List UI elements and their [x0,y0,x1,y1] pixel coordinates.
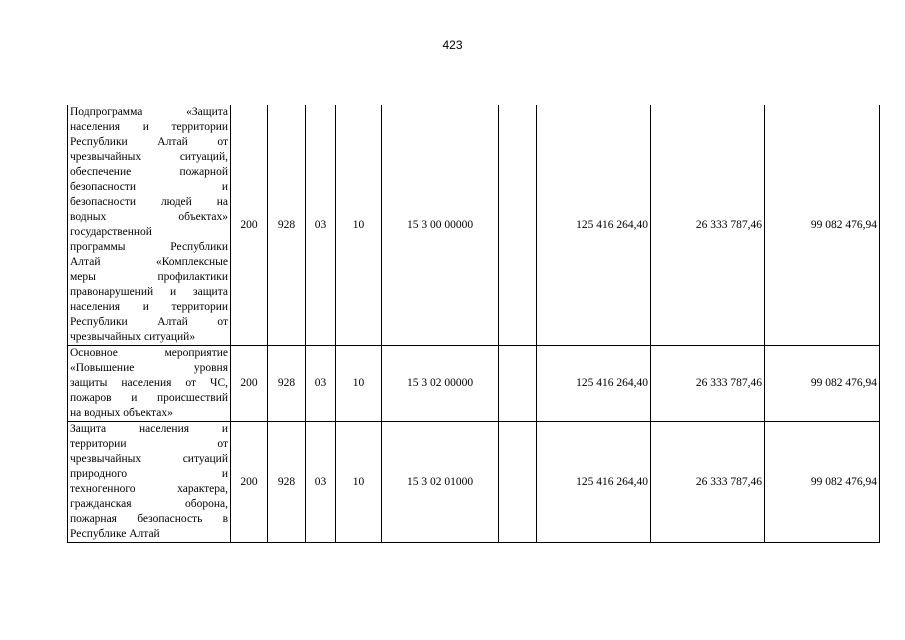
row-name-line: пожаров и происшествий [70,392,228,404]
row-name-line: чрезвычайных ситуаций» [70,331,196,343]
section-cell: 03 [306,346,336,422]
col-928-cell: 928 [268,422,306,543]
row-name-line: природного и [70,468,228,480]
row-name-line: Защита населения и [70,423,228,435]
row-name-line: на водных объектах» [70,407,173,419]
row-name-line: пожарная безопасность в [70,513,228,525]
table-row [68,422,880,543]
row-name-line: гражданская оборона, [70,498,228,510]
row-name-line: чрезвычайных ситуаций, [70,151,228,163]
row-name-line: меры профилактики [70,271,228,283]
row-name-line: населения и территории [70,301,228,313]
col-928-cell: 928 [268,346,306,422]
expense-type-cell [499,422,537,543]
amount-total-cell: 125 416 264,40 [537,105,651,346]
row-name-line: Республики Алтай от [70,316,228,328]
expense-type-cell [499,346,537,422]
amount-third-cell: 99 082 476,94 [765,105,880,346]
row-name-cell [68,346,231,422]
row-name-line: обеспечение пожарной [70,166,228,178]
subsection-cell: 10 [336,105,382,346]
row-name-line: Алтай «Комплексные [70,256,228,268]
row-name-line: Подпрограмма «Защита [70,106,228,118]
col-200-cell: 200 [231,422,268,543]
row-name-line: «Повышение уровня [70,362,228,374]
row-name-line: чрезвычайных ситуаций [70,453,228,465]
row-name-line: безопасности и [70,181,228,193]
section-cell: 03 [306,105,336,346]
target-article-cell: 15 3 02 00000 [382,346,499,422]
col-928-cell: 928 [268,105,306,346]
row-name-cell [68,422,231,543]
expense-type-cell [499,105,537,346]
row-name-line: Республики Алтай от [70,136,228,148]
table-row [68,346,880,422]
target-article-cell: 15 3 02 01000 [382,422,499,543]
amount-third-cell: 99 082 476,94 [765,346,880,422]
amount-second-cell: 26 333 787,46 [651,105,765,346]
subsection-cell: 10 [336,346,382,422]
row-name-line: государственной [70,226,152,238]
row-name-line: программы Республики [70,241,228,253]
row-name-line: безопасности людей на [70,196,228,208]
row-name-line: Республике Алтай [70,528,160,540]
col-200-cell: 200 [231,105,268,346]
target-article-cell: 15 3 00 00000 [382,105,499,346]
row-name-line: территории от [70,438,228,450]
subsection-cell: 10 [336,422,382,543]
amount-total-cell: 125 416 264,40 [537,346,651,422]
budget-table [67,105,880,543]
table-row [68,105,880,346]
row-name-line: правонарушений и защита [70,286,228,298]
section-cell: 03 [306,422,336,543]
row-name-line: населения и территории [70,121,228,133]
amount-total-cell: 125 416 264,40 [537,422,651,543]
amount-third-cell: 99 082 476,94 [765,422,880,543]
col-200-cell: 200 [231,346,268,422]
amount-second-cell: 26 333 787,46 [651,346,765,422]
row-name-line: защиты населения от ЧС, [70,377,228,389]
row-name-line: Основное мероприятие [70,347,228,359]
row-name-line: водных объектах» [70,211,228,223]
table-body [68,105,880,543]
amount-second-cell: 26 333 787,46 [651,422,765,543]
row-name-cell [68,105,231,346]
row-name-line: техногенного характера, [70,483,228,495]
page-number: 423 [442,38,463,52]
